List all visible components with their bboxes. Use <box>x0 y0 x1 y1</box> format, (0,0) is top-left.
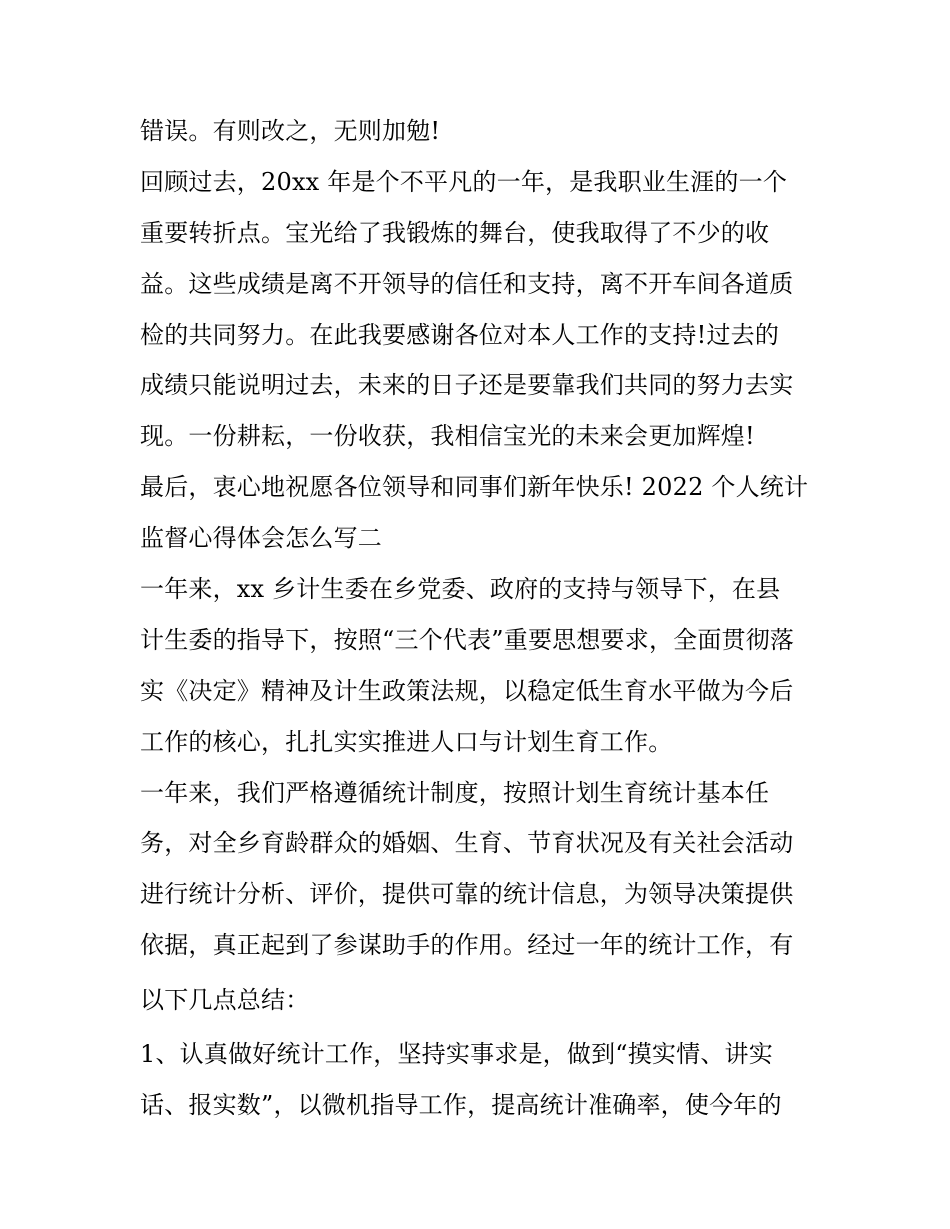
text-line: 务，对全乡育龄群众的婚姻、生育、节育状况及有关社会活动 <box>140 829 794 858</box>
text-line: 一年来，xx 乡计生委在乡党委、政府的支持与领导下，在县 <box>140 575 781 604</box>
text-line: 依据，真正起到了参谋助手的作用。经过一年的统计工作，有 <box>140 931 794 960</box>
text-line: 益。这些成绩是离不开领导的信任和支持，离不开车间各道质 <box>140 269 794 298</box>
text-line: 最后，衷心地祝愿各位领导和同事们新年快乐! 2022 个人统计 <box>140 473 809 502</box>
text-line: 话、报实数”，以微机指导工作，提高统计准确率，使今年的 <box>140 1091 782 1120</box>
text-line: 以下几点总结： <box>140 986 310 1015</box>
text-line: 现。一份耕耘，一份收获，我相信宝光的未来会更加辉煌! <box>140 422 755 451</box>
text-line: 成绩只能说明过去，未来的日子还是要靠我们共同的努力去实 <box>140 371 794 400</box>
text-line: 工作的核心，扎扎实实推进人口与计划生育工作。 <box>140 727 673 756</box>
text-line: 实《决定》精神及计生政策法规，以稳定低生育水平做为今后 <box>140 676 794 705</box>
text-line: 重要转折点。宝光给了我锻炼的舞台，使我取得了不少的收 <box>140 218 770 247</box>
text-line: 计生委的指导下，按照“三个代表”重要思想要求，全面贯彻落 <box>140 625 795 654</box>
text-line: 错误。有则改之，无则加勉! <box>140 117 441 145</box>
text-line: 一年来，我们严格遵循统计制度，按照计划生育统计基本任 <box>140 778 770 807</box>
text-line: 回顾过去，20xx 年是个不平凡的一年，是我职业生涯的一个 <box>140 167 788 196</box>
text-line: 检的共同努力。在此我要感谢各位对本人工作的支持!过去的 <box>140 320 780 349</box>
text-line: 进行统计分析、评价，提供可靠的统计信息，为领导决策提供 <box>140 880 794 909</box>
text-line: 监督心得体会怎么写二 <box>140 524 382 553</box>
document-body <box>140 106 820 1131</box>
text-line: 1、认真做好统计工作，坚持实事求是，做到“摸实情、讲实 <box>140 1040 773 1069</box>
